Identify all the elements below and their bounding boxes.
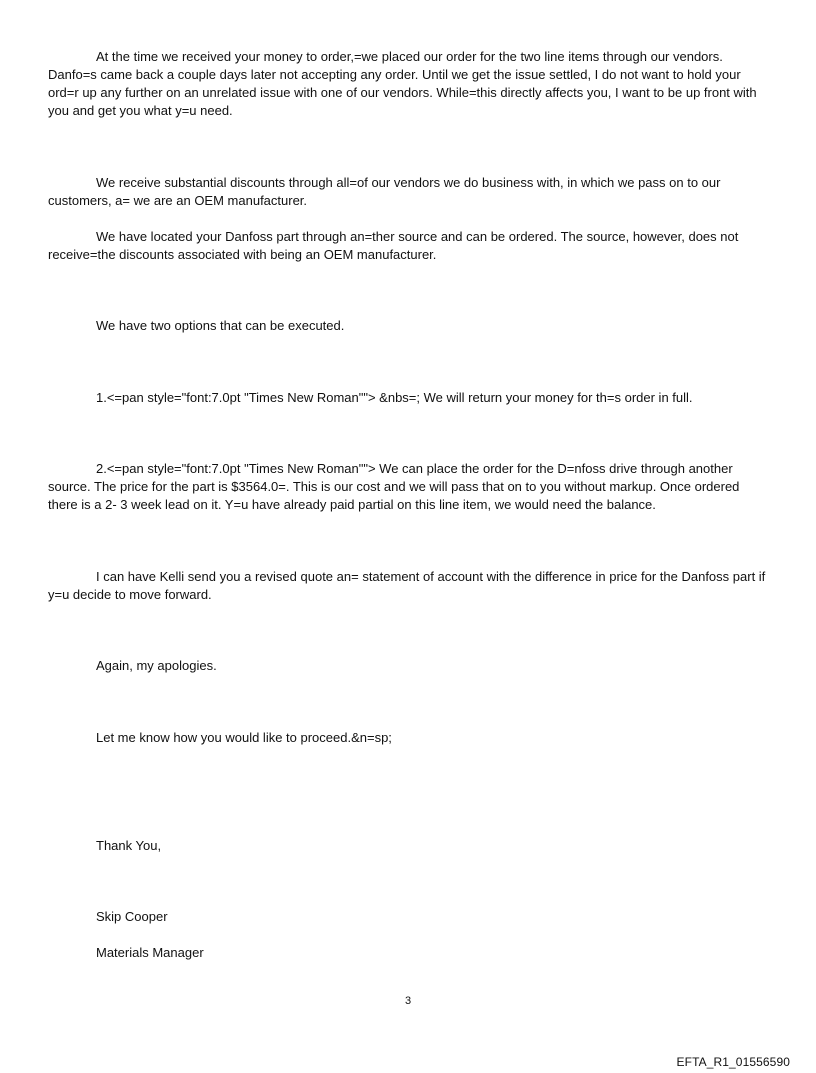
signature-title: Materials Manager	[96, 945, 204, 960]
paragraph-proceed: Let me know how you would like to proceed.&n=sp;	[96, 730, 392, 745]
paragraph-order-status: At the time we received your money to order,=we placed our order for the two line items through our vendors. Danfo=s came back a couple days later not accepting any order. Until we get the issue settled, I do not want to hold your ord=r up any further on an unrelated issue with one of our vendors. While=this directly affects you, I want to be up front with you and get you what y=u need.	[48, 49, 757, 118]
option-one: 1.<=pan style="font:7.0pt "Times New Roman""> &nbs=; We will return your money for th=s order in full.	[96, 390, 693, 405]
page-number: 3	[404, 995, 412, 1007]
paragraph-apology: Again, my apologies.	[96, 658, 217, 673]
paragraph-alternate-source: We have located your Danfoss part through an=ther source and can be ordered. The source, however, does not receive=the discounts associated with being an OEM manufacturer.	[48, 229, 739, 262]
paragraph-discounts: We receive substantial discounts through all=of our vendors we do business with, in which we pass on to our customers, a= we are an OEM manufacturer.	[48, 175, 721, 208]
document-id: EFTA_R1_01556590	[676, 1055, 790, 1069]
option-two: 2.<=pan style="font:7.0pt "Times New Roman""> We can place the order for the D=nfoss drive through another source. The price for the part is $3564.0=. This is our cost and we will pass that on to you without markup. Once ordered there is a 2- 3 week lead on it. Y=u have already paid partial on this line item, we would need the balance.	[48, 461, 740, 512]
signature-name: Skip Cooper	[96, 909, 168, 924]
signature-closing: Thank You,	[96, 838, 162, 853]
paragraph-options-intro: We have two options that can be executed.	[96, 318, 345, 333]
paragraph-revised-quote: I can have Kelli send you a revised quote an= statement of account with the difference in price for the Danfoss part if y=u decide to move forward.	[48, 569, 766, 602]
